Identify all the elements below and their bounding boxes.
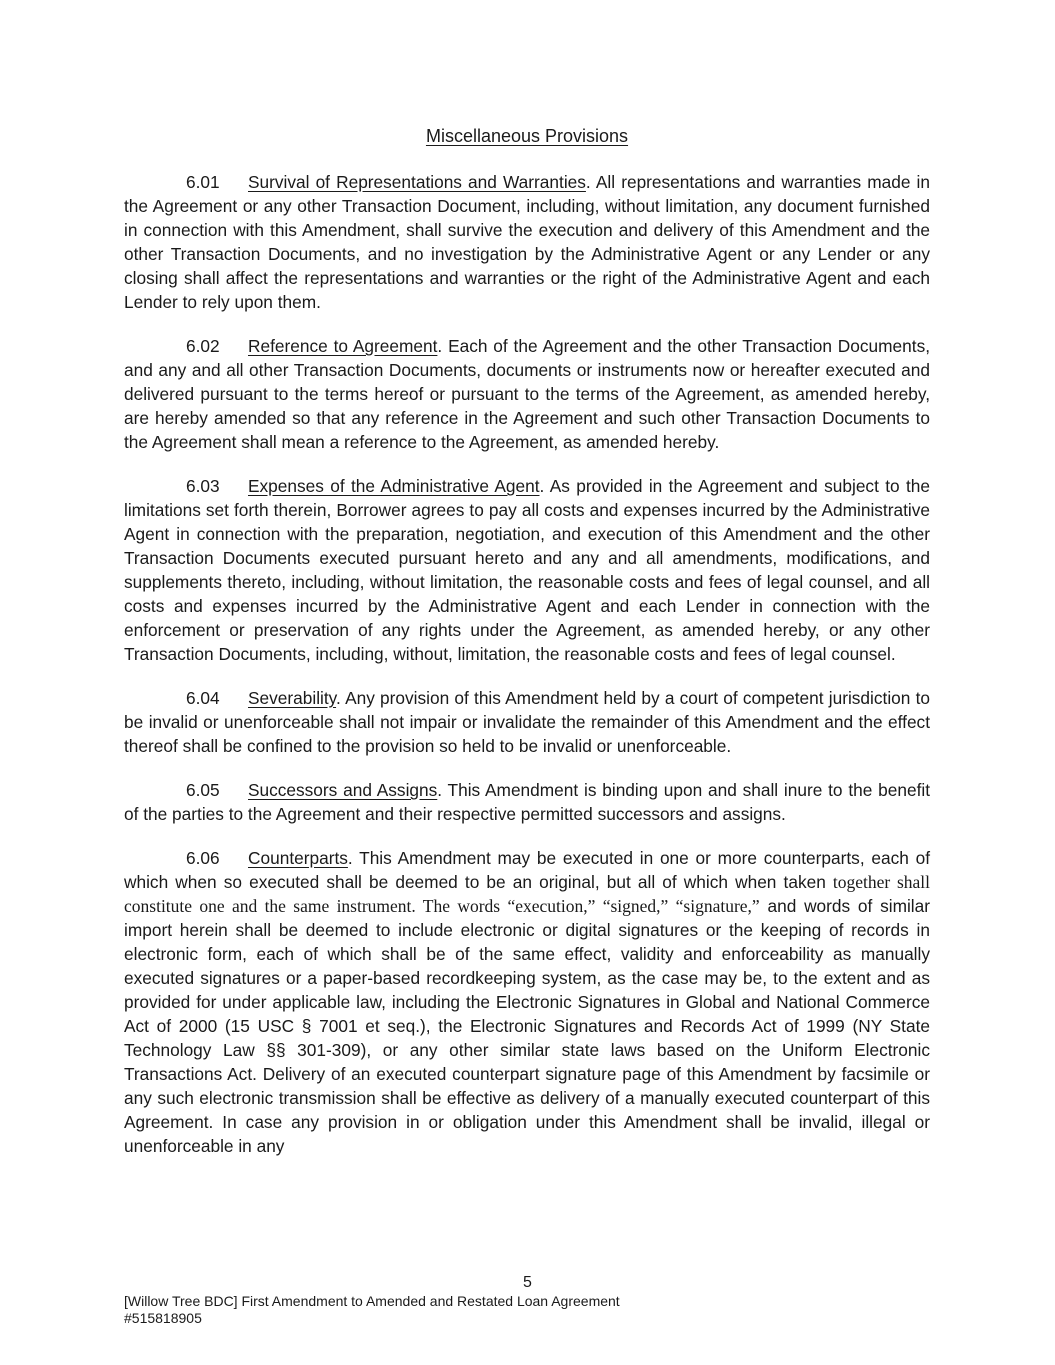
section-title: Severability	[248, 688, 337, 708]
section-6-05	[124, 778, 930, 826]
section-text: . Any provision of this Amendment held by a court of competent jurisdiction to be invalid or unenforceable shall not impair or invalidate the remainder of this Amendment and the effect thereof shall be confined to the provision so held to be invalid or unenforceable.	[124, 688, 930, 756]
section-text: . All representations and warranties made in the Agreement or any other Transaction Document, including, without limitation, any document furnished in connection with this Amendment, shall survive the execution and delivery of this Amendment and the other Transaction Documents, and no investigation by the Administrative Agent or any Lender or any closing shall affect the representations and warranties or the right of the Administrative Agent and each Lender to rely upon them.	[124, 172, 930, 312]
section-text: . As provided in the Agreement and subject to the limitations set forth therein, Borrower agrees to pay all costs and expenses incurred by the Administrative Agent in connection with the preparation, negotiation, and execution of this Amendment and the other Transaction Documents executed pursuant hereto and any and all amendments, modifications, and supplements thereto, including, without limitation, the reasonable costs and fees of legal counsel, and all costs and expenses incurred by the Administrative Agent and each Lender in connection with the enforcement or preservation of any rights under the Agreement, as amended hereby, or any other Transaction Documents, including, without, limitation, the reasonable costs and fees of legal counsel.	[124, 476, 931, 664]
section-number: 6.03	[186, 476, 220, 496]
document-footer	[124, 1293, 620, 1327]
section-title: Successors and Assigns	[248, 780, 438, 800]
section-number: 6.06	[186, 848, 220, 868]
section-6-04	[124, 686, 930, 758]
section-text: and words of similar import herein shall be deemed to include electronic or digital signatures or the keeping of records in electronic form, each of which shall be of the same effect, validity and enforceability as manually executed signatures or a paper-based recordkeeping system, as the case may be, to the extent and as provided for under applicable law, including the Electronic Signatures in Global and National Commerce Act of 2000 (15 USC § 7001 et seq.), the Electronic Signatures and Records Act of 1999 (NY State Technology Law §§ 301-309), or any other similar state laws based on the Uniform Electronic Transactions Act. Delivery of an executed counterpart signature page of this Amendment by facsimile or any such electronic transmission shall be effective as delivery of a manually executed counterpart of this Agreement. In case any provision in or obligation under this Amendment shall be invalid, illegal or unenforceable in any	[124, 896, 931, 1156]
section-6-02	[124, 334, 930, 454]
section-text: . Each of the Agreement and the other Transaction Documents, and any and all other Transaction Documents, documents or instruments now or hereafter executed and delivered pursuant to the terms hereof or pursuant to the terms of the Agreement, as amended hereby, are hereby amended so that any reference in the Agreement and such other Transaction Documents to the Agreement shall mean a reference to the Agreement, as amended hereby.	[124, 336, 931, 452]
section-6-03	[124, 474, 930, 666]
footer-doc-id: #515818905	[124, 1310, 202, 1326]
page-number: 5	[523, 1274, 532, 1291]
section-title: Reference to Agreement	[248, 336, 438, 356]
section-number: 6.02	[186, 336, 220, 356]
section-title: Expenses of the Administrative Agent	[248, 476, 540, 496]
section-number: 6.04	[186, 688, 220, 708]
section-6-06	[124, 846, 930, 1158]
section-text: . This Amendment is binding upon and shall inure to the benefit of the parties to the Agreement and their respective permitted successors and assigns.	[124, 780, 931, 824]
section-number: 6.01	[186, 172, 220, 192]
footer-title: [Willow Tree BDC] First Amendment to Amended and Restated Loan Agreement	[124, 1293, 620, 1309]
section-title: Survival of Representations and Warranties	[248, 172, 586, 192]
document-body	[124, 124, 930, 1178]
section-text: . This Amendment may be executed in one or more counterparts, each of which when so executed shall be deemed to be an original, but all of which when taken	[124, 848, 930, 892]
section-title: Counterparts	[248, 848, 348, 868]
section-6-01	[124, 170, 930, 314]
section-heading: Miscellaneous Provisions	[425, 126, 629, 146]
section-number: 6.05	[186, 780, 220, 800]
section-text-serif: together shall constitute one and the same instrument. The words “execution,” “signed,” “signature,”	[124, 872, 930, 916]
